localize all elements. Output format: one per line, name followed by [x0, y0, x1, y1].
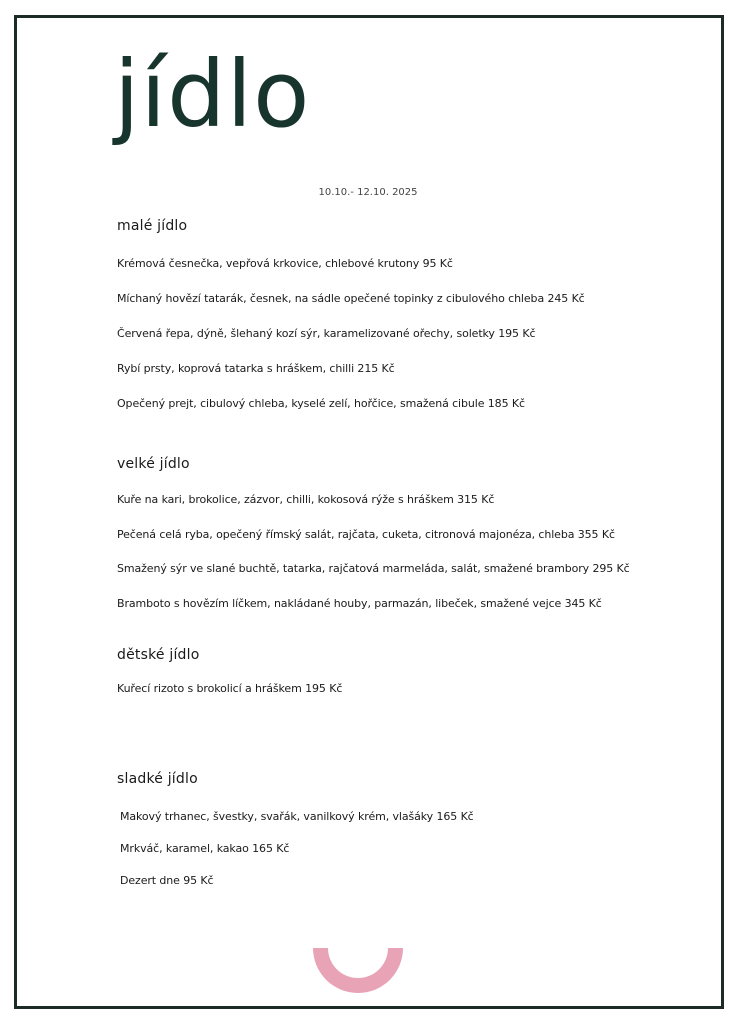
page-title: jídlo: [114, 41, 311, 148]
menu-item: Kuřecí rizoto s brokolicí a hráškem 195 Kč: [117, 682, 343, 695]
menu-item: Bramboto s hovězím líčkem, nakládané houby, parmazán, libeček, smažené vejce 345 Kč: [117, 597, 602, 610]
menu-item: Dezert dne 95 Kč: [120, 874, 214, 887]
menu-item: Kuře na kari, brokolice, zázvor, chilli, kokosová rýže s hráškem 315 Kč: [117, 493, 495, 506]
menu-date: 10.10.- 12.10. 2025: [318, 187, 418, 198]
menu-item: Pečená celá ryba, opečený římský salát, rajčata, cuketa, citronová majonéza, chleba 355 Kč: [117, 528, 615, 541]
menu-item: Rybí prsty, koprová tatarka s hráškem, chilli 215 Kč: [117, 362, 395, 375]
menu-item: Červená řepa, dýně, šlehaný kozí sýr, karamelizované ořechy, soletky 195 Kč: [117, 327, 536, 340]
section-heading-sladke-jidlo: sladké jídlo: [117, 771, 198, 787]
section-heading-detske-jidlo: dětské jídlo: [117, 647, 200, 663]
menu-item: Smažený sýr ve slané buchtě, tatarka, rajčatová marmeláda, salát, smažené brambory 295 Kč: [117, 562, 630, 575]
section-heading-velke-jidlo: velké jídlo: [117, 456, 190, 472]
menu-item: Makový trhanec, švestky, svařák, vanilkový krém, vlašáky 165 Kč: [120, 810, 474, 823]
pink-half-circle-arc-icon: [313, 948, 403, 993]
menu-item: Opečený prejt, cibulový chleba, kyselé zelí, hořčice, smažená cibule 185 Kč: [117, 397, 525, 410]
menu-item: Krémová česnečka, vepřová krkovice, chlebové krutony 95 Kč: [117, 257, 453, 270]
menu-item: Míchaný hovězí tatarák, česnek, na sádle opečené topinky z cibulového chleba 245 Kč: [117, 292, 585, 305]
menu-item: Mrkváč, karamel, kakao 165 Kč: [120, 842, 290, 855]
page-border: [14, 15, 724, 1009]
section-heading-male-jidlo: malé jídlo: [117, 218, 188, 234]
